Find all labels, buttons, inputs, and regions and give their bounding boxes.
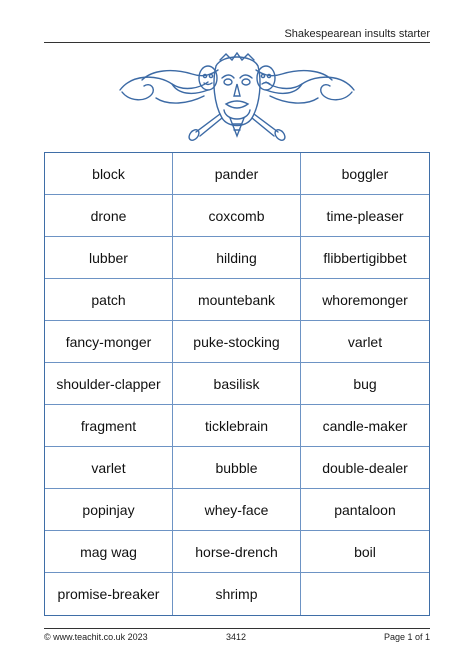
insults-table (44, 152, 430, 616)
insult-cell: bubble (173, 447, 301, 489)
insult-cell: varlet (45, 447, 173, 489)
insult-cell: boggler (301, 153, 429, 195)
footer-page-number: Page 1 of 1 (383, 632, 430, 642)
insult-cell: block (45, 153, 173, 195)
footer-divider (44, 628, 430, 629)
insult-cell: fancy-monger (45, 321, 173, 363)
insult-cell: candle-maker (301, 405, 429, 447)
insult-cell (301, 573, 429, 615)
insult-cell: basilisk (173, 363, 301, 405)
footer-copyright: © www.teachit.co.uk 2023 (44, 632, 148, 642)
insult-cell: coxcomb (173, 195, 301, 237)
insult-cell: boil (301, 531, 429, 573)
insult-cell: whoremonger (301, 279, 429, 321)
insult-cell: patch (45, 279, 173, 321)
insult-cell: horse-drench (173, 531, 301, 573)
insult-cell: ticklebrain (173, 405, 301, 447)
insult-cell: pander (173, 153, 301, 195)
insult-cell: shoulder-clapper (45, 363, 173, 405)
insult-cell: shrimp (173, 573, 301, 615)
insult-cell: double-dealer (301, 447, 429, 489)
insult-cell: popinjay (45, 489, 173, 531)
footer-code: 3412 (226, 632, 247, 642)
insult-cell: mag wag (45, 531, 173, 573)
insult-cell: fragment (45, 405, 173, 447)
insult-cell: bug (301, 363, 429, 405)
insult-cell: lubber (45, 237, 173, 279)
insult-cell: varlet (301, 321, 429, 363)
document-title: Shakespearean insults starter (284, 28, 430, 40)
insult-cell: time-pleaser (301, 195, 429, 237)
insult-cell: hilding (173, 237, 301, 279)
insult-cell: mountebank (173, 279, 301, 321)
insult-cell: promise-breaker (45, 573, 173, 615)
insult-cell: whey-face (173, 489, 301, 531)
insult-cell: puke-stocking (173, 321, 301, 363)
insult-cell: drone (45, 195, 173, 237)
theatre-mask-ornament (112, 52, 362, 148)
insult-cell: pantaloon (301, 489, 429, 531)
header-divider (44, 42, 430, 43)
insult-cell: flibbertigibbet (301, 237, 429, 279)
